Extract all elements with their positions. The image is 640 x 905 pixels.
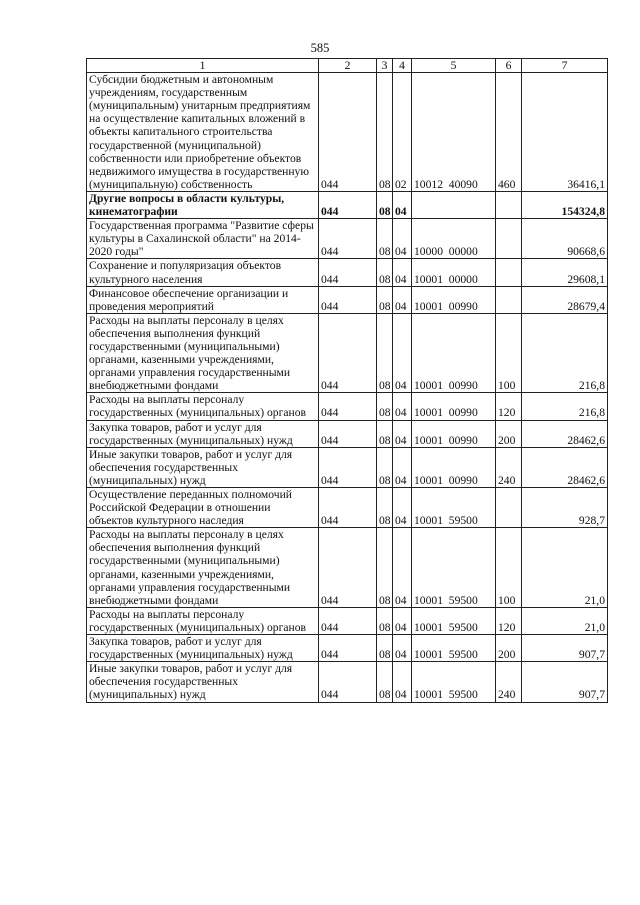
row-admin-code: 044 bbox=[319, 488, 377, 528]
row-subsection: 04 bbox=[393, 393, 412, 420]
row-expense-type: 100 bbox=[496, 528, 522, 608]
table-row bbox=[87, 635, 608, 662]
row-admin-code: 044 bbox=[319, 73, 377, 192]
row-name: Расходы на выплаты персоналу в целях обеспечения выполнения функций государственными (муниципальными) органами, казенными учреждениями, органами управления государственными внебюджетными фондами bbox=[87, 313, 319, 393]
row-target-article: 10001 59500 bbox=[412, 607, 496, 634]
row-section: 08 bbox=[377, 286, 393, 313]
row-section: 08 bbox=[377, 191, 393, 218]
row-expense-type: 100 bbox=[496, 313, 522, 393]
row-name: Иные закупки товаров, работ и услуг для обеспечения государственных (муниципальных) нужд bbox=[87, 662, 319, 702]
row-subsection: 04 bbox=[393, 259, 412, 286]
table-row bbox=[87, 191, 608, 218]
header-col-2: 2 bbox=[319, 59, 377, 73]
row-admin-code: 044 bbox=[319, 191, 377, 218]
row-target-article: 10001 00990 bbox=[412, 447, 496, 487]
row-section: 08 bbox=[377, 219, 393, 259]
row-name: Субсидии бюджетным и автономным учреждениям, государственным (муниципальным) унитарным предприятиям на осуществление капитальных вложений в объекты капитального строительства государственной (муниципальной) собственности или приобретение объектов недвижимого имущества в государственную (муниципальную) собственность bbox=[87, 73, 319, 192]
row-subsection: 04 bbox=[393, 488, 412, 528]
row-admin-code: 044 bbox=[319, 635, 377, 662]
row-target-article: 10001 59500 bbox=[412, 488, 496, 528]
row-amount: 28679,4 bbox=[522, 286, 608, 313]
row-section: 08 bbox=[377, 313, 393, 393]
row-subsection: 04 bbox=[393, 286, 412, 313]
row-admin-code: 044 bbox=[319, 420, 377, 447]
row-amount: 216,8 bbox=[522, 393, 608, 420]
row-subsection: 04 bbox=[393, 420, 412, 447]
row-expense-type bbox=[496, 286, 522, 313]
row-expense-type: 120 bbox=[496, 607, 522, 634]
header-col-4: 4 bbox=[393, 59, 412, 73]
row-admin-code: 044 bbox=[319, 259, 377, 286]
row-name: Государственная программа "Развитие сферы культуры в Сахалинской области" на 2014-2020 годы" bbox=[87, 219, 319, 259]
row-expense-type: 200 bbox=[496, 420, 522, 447]
row-subsection: 04 bbox=[393, 528, 412, 608]
row-amount: 216,8 bbox=[522, 313, 608, 393]
page-number: 585 bbox=[310, 41, 330, 55]
row-section: 08 bbox=[377, 528, 393, 608]
row-target-article: 10001 59500 bbox=[412, 528, 496, 608]
row-expense-type bbox=[496, 488, 522, 528]
table-row bbox=[87, 219, 608, 259]
table-row bbox=[87, 447, 608, 487]
row-admin-code: 044 bbox=[319, 528, 377, 608]
row-target-article: 10001 00990 bbox=[412, 393, 496, 420]
header-col-5: 5 bbox=[412, 59, 496, 73]
row-target-article: 10001 00990 bbox=[412, 286, 496, 313]
row-subsection: 04 bbox=[393, 662, 412, 702]
row-subsection: 04 bbox=[393, 191, 412, 218]
row-expense-type: 200 bbox=[496, 635, 522, 662]
row-amount: 907,7 bbox=[522, 662, 608, 702]
row-section: 08 bbox=[377, 259, 393, 286]
table-row bbox=[87, 420, 608, 447]
row-target-article: 10001 00000 bbox=[412, 259, 496, 286]
row-expense-type: 240 bbox=[496, 662, 522, 702]
row-subsection: 02 bbox=[393, 73, 412, 192]
row-subsection: 04 bbox=[393, 607, 412, 634]
row-amount: 90668,6 bbox=[522, 219, 608, 259]
row-admin-code: 044 bbox=[319, 219, 377, 259]
table-row bbox=[87, 607, 608, 634]
row-target-article: 10000 00000 bbox=[412, 219, 496, 259]
row-subsection: 04 bbox=[393, 219, 412, 259]
row-admin-code: 044 bbox=[319, 393, 377, 420]
row-section: 08 bbox=[377, 447, 393, 487]
row-name: Другие вопросы в области культуры, кинематографии bbox=[87, 191, 319, 218]
row-target-article: 10001 59500 bbox=[412, 635, 496, 662]
row-expense-type bbox=[496, 259, 522, 286]
row-name: Расходы на выплаты персоналу государственных (муниципальных) органов bbox=[87, 393, 319, 420]
row-section: 08 bbox=[377, 393, 393, 420]
row-amount: 29608,1 bbox=[522, 259, 608, 286]
row-amount: 36416,1 bbox=[522, 73, 608, 192]
row-expense-type bbox=[496, 191, 522, 218]
row-section: 08 bbox=[377, 662, 393, 702]
row-expense-type: 240 bbox=[496, 447, 522, 487]
row-subsection: 04 bbox=[393, 635, 412, 662]
row-section: 08 bbox=[377, 635, 393, 662]
row-expense-type bbox=[496, 219, 522, 259]
table-row bbox=[87, 313, 608, 393]
table-row bbox=[87, 528, 608, 608]
header-row bbox=[87, 59, 608, 73]
header-col-6: 6 bbox=[496, 59, 522, 73]
row-amount: 21,0 bbox=[522, 528, 608, 608]
row-amount: 28462,6 bbox=[522, 447, 608, 487]
row-target-article: 10001 59500 bbox=[412, 662, 496, 702]
row-expense-type: 120 bbox=[496, 393, 522, 420]
row-amount: 21,0 bbox=[522, 607, 608, 634]
row-admin-code: 044 bbox=[319, 662, 377, 702]
row-target-article bbox=[412, 191, 496, 218]
table-row bbox=[87, 259, 608, 286]
table-row bbox=[87, 286, 608, 313]
row-section: 08 bbox=[377, 73, 393, 192]
row-amount: 907,7 bbox=[522, 635, 608, 662]
row-subsection: 04 bbox=[393, 447, 412, 487]
row-section: 08 bbox=[377, 420, 393, 447]
row-admin-code: 044 bbox=[319, 313, 377, 393]
table-row bbox=[87, 393, 608, 420]
row-target-article: 10012 40090 bbox=[412, 73, 496, 192]
row-name: Осуществление переданных полномочий Российской Федерации в отношении объектов культурного наследия bbox=[87, 488, 319, 528]
row-section: 08 bbox=[377, 488, 393, 528]
row-amount: 28462,6 bbox=[522, 420, 608, 447]
header-col-7: 7 bbox=[522, 59, 608, 73]
row-subsection: 04 bbox=[393, 313, 412, 393]
row-name: Закупка товаров, работ и услуг для государственных (муниципальных) нужд bbox=[87, 420, 319, 447]
row-name: Сохранение и популяризация объектов культурного населения bbox=[87, 259, 319, 286]
header-col-1: 1 bbox=[87, 59, 319, 73]
row-name: Расходы на выплаты персоналу государственных (муниципальных) органов bbox=[87, 607, 319, 634]
header-col-3: 3 bbox=[377, 59, 393, 73]
row-name: Финансовое обеспечение организации и проведения мероприятий bbox=[87, 286, 319, 313]
table-row bbox=[87, 662, 608, 702]
table-row bbox=[87, 488, 608, 528]
row-amount: 928,7 bbox=[522, 488, 608, 528]
row-amount: 154324,8 bbox=[522, 191, 608, 218]
row-admin-code: 044 bbox=[319, 607, 377, 634]
row-name: Расходы на выплаты персоналу в целях обеспечения выполнения функций государственными (муниципальными) органами, казенными учреждениями, органами управления государственными внебюджетными фондами bbox=[87, 528, 319, 608]
row-admin-code: 044 bbox=[319, 286, 377, 313]
row-name: Иные закупки товаров, работ и услуг для обеспечения государственных (муниципальных) нужд bbox=[87, 447, 319, 487]
row-name: Закупка товаров, работ и услуг для государственных (муниципальных) нужд bbox=[87, 635, 319, 662]
row-admin-code: 044 bbox=[319, 447, 377, 487]
row-target-article: 10001 00990 bbox=[412, 313, 496, 393]
row-target-article: 10001 00990 bbox=[412, 420, 496, 447]
row-expense-type: 460 bbox=[496, 73, 522, 192]
table-row bbox=[87, 73, 608, 192]
row-section: 08 bbox=[377, 607, 393, 634]
budget-table bbox=[86, 58, 608, 703]
